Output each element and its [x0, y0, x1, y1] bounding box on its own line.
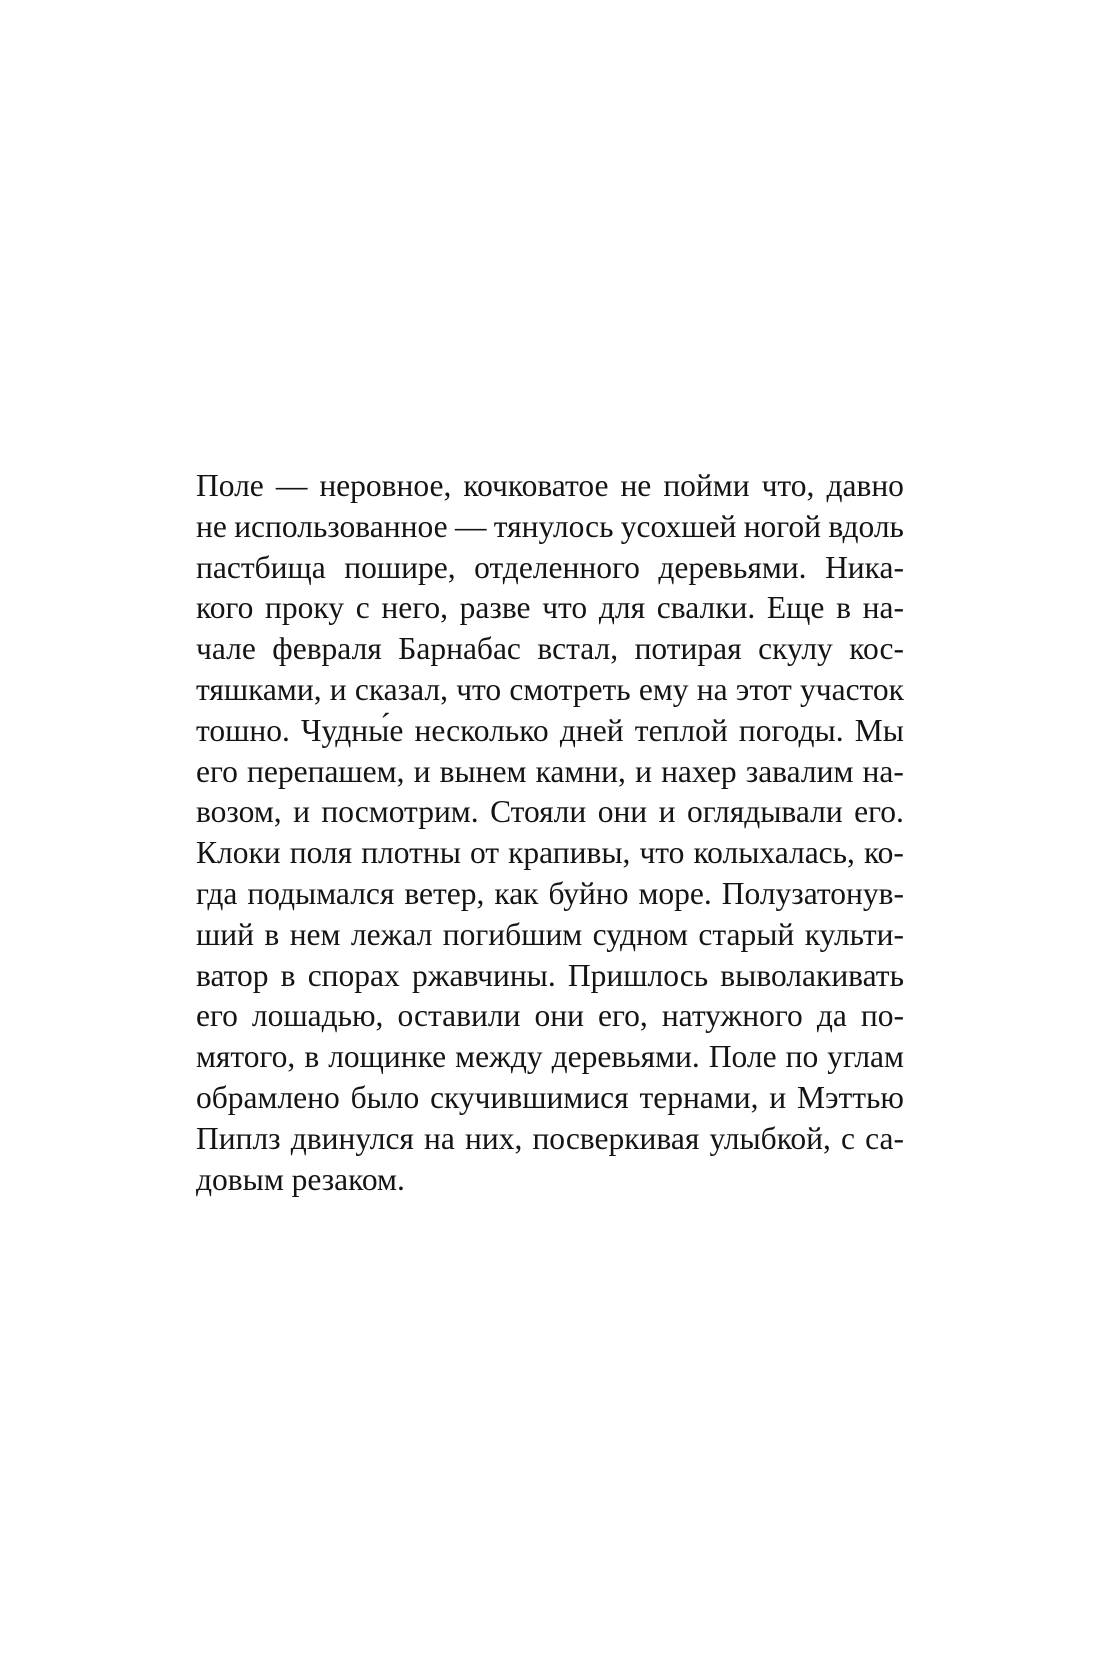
text-word: посверкивая — [532, 1120, 700, 1156]
text-word: февраля — [272, 631, 382, 667]
text-word: его. — [854, 794, 904, 830]
text-line — [196, 1078, 904, 1119]
text-word: гда — [196, 875, 238, 911]
text-line — [196, 996, 904, 1037]
text-word: оглядывали — [686, 794, 843, 830]
text-line — [196, 670, 904, 711]
text-word: участок — [800, 671, 904, 707]
text-word: проку — [265, 590, 344, 626]
text-word: его — [196, 753, 238, 789]
text-word: нахер — [661, 753, 737, 789]
text-word: деревьями. — [551, 1039, 700, 1075]
text-line — [196, 792, 904, 833]
text-word: оставили — [397, 998, 521, 1034]
text-word: между — [455, 1039, 543, 1075]
text-word: углам — [827, 1039, 904, 1075]
text-word: с — [355, 590, 370, 626]
text-word: деревьями. — [658, 549, 807, 585]
text-word: скулу — [758, 631, 833, 667]
text-line — [196, 466, 904, 507]
text-word: ший — [196, 916, 254, 952]
text-word: на — [696, 671, 728, 707]
text-line: довым резаком. — [196, 1161, 405, 1197]
text-word: перепашем, — [247, 753, 405, 789]
text-word: свалки. — [656, 590, 756, 626]
text-word: нем — [289, 916, 341, 952]
text-word: вдоль — [828, 508, 904, 544]
text-word: погибшим — [442, 916, 583, 952]
text-word: давно — [826, 468, 904, 503]
text-word: обрамлено — [196, 1079, 340, 1115]
text-word: скучившимися — [430, 1079, 629, 1115]
text-word: Поле — [708, 1039, 777, 1075]
text-word: чале — [196, 631, 256, 667]
text-word: его, — [598, 998, 648, 1034]
text-word: поля — [289, 835, 353, 871]
text-word: неровное, — [319, 468, 452, 503]
text-word: море. — [638, 875, 712, 911]
text-word: от — [469, 835, 500, 871]
text-word: плотны — [361, 835, 461, 871]
text-word: ветер, — [404, 875, 485, 911]
text-word: на- — [862, 753, 904, 789]
text-line — [196, 588, 904, 629]
text-word: тяшками, — [196, 671, 322, 707]
text-word: завалим — [745, 753, 854, 789]
text-word: кого — [196, 590, 254, 626]
text-word: пастбища — [196, 549, 326, 585]
text-word: сказал, — [354, 671, 448, 707]
text-word: и — [658, 794, 676, 830]
text-word: Пиплз — [196, 1120, 281, 1156]
text-word: — — [275, 468, 308, 503]
text-word: Мы — [854, 712, 904, 748]
text-word: смотреть — [509, 671, 631, 707]
text-word: натужного — [661, 998, 803, 1034]
text-word: двинулся — [290, 1120, 414, 1156]
text-word: и — [329, 671, 347, 707]
text-word: выволакивать — [720, 957, 904, 993]
text-word: пошире, — [344, 549, 456, 585]
text-word: дней — [559, 712, 624, 748]
text-word: встал, — [537, 631, 619, 667]
text-word: судном — [592, 916, 688, 952]
text-word: что — [542, 590, 588, 626]
text-word: и — [293, 794, 310, 830]
text-line — [196, 874, 904, 915]
text-word: улыбкой, — [709, 1120, 831, 1156]
text-word: са- — [865, 1120, 904, 1156]
text-line — [196, 915, 904, 956]
text-word: камни, — [535, 753, 626, 789]
text-word: Чудны́е — [301, 712, 404, 748]
text-word: Поле — [196, 468, 264, 503]
text-word: в — [264, 916, 280, 952]
text-word: погоды. — [738, 712, 844, 748]
text-word: ногой — [743, 508, 822, 544]
text-word: тернами, — [639, 1079, 759, 1115]
text-word: Ника- — [825, 549, 904, 585]
text-word: — — [454, 508, 487, 544]
text-word: на — [424, 1120, 455, 1156]
text-word: вынем — [439, 753, 527, 789]
text-word: и — [413, 753, 431, 789]
text-word: да — [816, 998, 847, 1034]
text-word: усохшей — [620, 508, 737, 544]
text-word: тошно. — [196, 712, 290, 748]
text-line — [196, 629, 904, 670]
text-word: они — [534, 998, 584, 1034]
text-word: пойми — [663, 468, 750, 503]
text-line — [196, 833, 904, 874]
text-word: как — [494, 875, 539, 911]
text-line — [196, 1037, 904, 1078]
text-word: на- — [862, 590, 904, 626]
text-word: было — [350, 1079, 420, 1115]
text-word: отделенного — [474, 549, 640, 585]
text-word: Полузатонув- — [721, 875, 904, 911]
text-line — [196, 956, 904, 997]
text-word: ко- — [863, 835, 904, 871]
text-word: колыхалась, — [693, 835, 855, 871]
text-word: и — [769, 1079, 787, 1115]
text-word: несколько — [414, 712, 549, 748]
text-word: возом, — [196, 794, 282, 830]
text-word: они — [597, 794, 648, 830]
text-word: теплой — [634, 712, 728, 748]
text-word: ржавчины. — [411, 957, 556, 993]
text-word: Пришлось — [567, 957, 709, 993]
text-word: этот — [735, 671, 792, 707]
text-line — [196, 1119, 904, 1160]
text-word: Клоки — [196, 835, 281, 871]
text-word: посмотрим. — [321, 794, 479, 830]
text-word: для — [598, 590, 646, 626]
text-word: него, — [381, 590, 448, 626]
text-word: не — [196, 508, 227, 544]
text-word: них, — [464, 1120, 523, 1156]
text-word: использованное — [234, 508, 448, 544]
text-word: разве — [459, 590, 531, 626]
text-word: тянулось — [493, 508, 614, 544]
text-word: не — [620, 468, 652, 503]
text-word: и — [635, 753, 652, 789]
text-word: ему — [638, 671, 689, 707]
text-word: спорах — [307, 957, 400, 993]
text-word: его — [196, 998, 238, 1034]
body-paragraph — [196, 466, 904, 1200]
text-word: лощинке — [328, 1039, 447, 1075]
text-word: с — [841, 1120, 855, 1156]
text-word: подымался — [247, 875, 395, 911]
text-word: крапивы, — [508, 835, 631, 871]
text-word: Стояли — [490, 794, 587, 830]
text-word: старый — [698, 916, 795, 952]
text-word: культи- — [804, 916, 904, 952]
text-word: потирая — [634, 631, 742, 667]
text-word: кос- — [849, 631, 904, 667]
text-word: мятого, — [196, 1039, 296, 1075]
text-word: лошадью, — [251, 998, 384, 1034]
text-word: что — [456, 671, 502, 707]
text-word: что, — [761, 468, 815, 503]
text-line — [196, 548, 904, 589]
text-word: в — [304, 1039, 320, 1075]
text-word: что — [639, 835, 685, 871]
text-word: кочковатое — [463, 468, 609, 503]
text-line — [196, 711, 904, 752]
text-word: Мэттью — [796, 1079, 904, 1115]
text-word: Еще — [766, 590, 825, 626]
text-word: в — [836, 590, 851, 626]
text-word: по- — [860, 998, 904, 1034]
text-line — [196, 507, 904, 548]
text-word: по — [785, 1039, 819, 1075]
body-text-block — [196, 466, 904, 1200]
text-word: ватор — [196, 957, 269, 993]
text-word: Барнабас — [398, 631, 521, 667]
text-line — [196, 752, 904, 793]
text-word: лежал — [350, 916, 433, 952]
text-word: в — [280, 957, 296, 993]
text-word: буйно — [548, 875, 629, 911]
